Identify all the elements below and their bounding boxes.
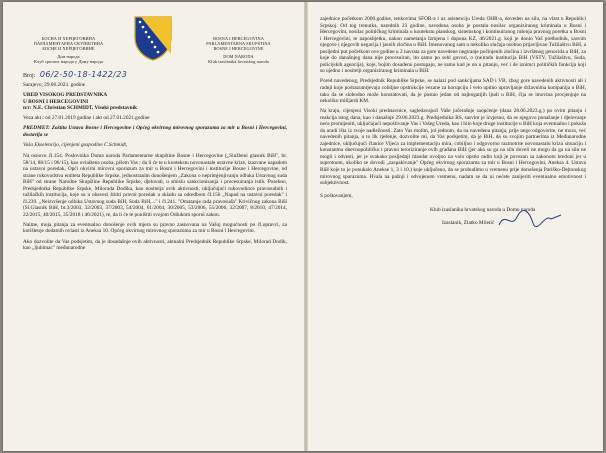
reference-line: Veza akt : od 27.01.2019 godine i akt od 27.01.2021.godine	[23, 114, 150, 121]
document-date: Sarajevo, 29.06.2023. godine	[23, 82, 86, 88]
reference-number: Broj: 06/2-50-18-1422/23	[23, 70, 128, 79]
reference-number-handwritten: 06/2-50-18-1422/23	[39, 70, 128, 79]
signature-scribble-icon	[495, 207, 565, 231]
page-one-body	[23, 92, 287, 255]
paragraph: Pored navedenog, Predsjednik Republike Srpske, se nalazi pod sankcijama SAD i VB, zbog gore navedenih aktivnosti ali i radnji koje podrazumijevaju cobiljne opstrukcije vezane za korupciju i velo upitno upravljanje državnima kompanija u BiH, tako da se slobodno može konstatovati, da je postao jedan od najbogatijih ljudi u BiH, čija se imovina procjenjuje na nekoliko milijardi KM.	[320, 78, 586, 105]
page-two-body	[320, 16, 586, 226]
coat-of-arms-icon	[131, 14, 175, 62]
signature-title: Klub izaslanika hrvatskog naroda u Domu naroda	[430, 207, 536, 214]
salutation: Vaša Ekselencijo, cijenjeni gospodine C.Schmidt,	[23, 142, 128, 149]
paragraph: Na kraju, cijenjeni Visoki predstavnice, sagledavajući Vaše jučerašnje saopćenje (dana 28.06.2023.g.) po ovim pitanju i reakcija istog dana, kao i današnje 29.06.2023.g. Predsjednika RS, sasvim je izvjesno, da se njegovo ponašanje i djelovanje neće promijeniti, uključujući nepoštivanje Vas i Vašeg Ureda, kao i bilo koje druge institucije u BiH koja eventualno i pokuša da uradi išta iz svoje nadležnosti. Zato Vas molim, jol jednom, da na navedena pitanja, prije nego odgovorite, ne mora, već navedenih pitanja, u to lik rješenje, dozvolite mi, da Vas podsjetim, da je BiH, da su svojim partnerima iz Međunarodne zajednice, uključujući članice Vijeća za implementaciju mira, cobiljno i odgovorno razmotrite novonastalu krizu situaciju i konstantno dnevnopolitičko i pravno teroriziranje ovih građana BiH (jer ako su ga na silu doveli ne mogu da ga na silu ne mogli i odvesti, jer je svakako posljednji mandat ovoljno na volo opstio radin koji je povezan sa zakonom kredoni jer u suprotnom, ukoliko se dovodi „zaspakivanje" Općeg okvirnog sporazuma za mir u Bosni i Hercegovini, Aneksa 4. Ustava BiH koje to je ponukalo Anekse 1, 3 i 10.) koje uključeno, da se probudimo u vremenu prije donošenja Pariško-Dejtonskog mirovnog sporazuma. Hvala na pažnji i odvojenom vremenu, nadam se da ni nećete zanijeriti eventualno emotivnost i subjektivnost.	[320, 108, 586, 187]
page-two	[308, 2, 603, 451]
paragraph: Ako dozvolite da Vas podsjetim, da je dosadašnje ovih aktivnosti, aktualni Predsjednik Republike Srpske, Milorad Dodik, kao „ljubimac" međunarodne	[23, 238, 287, 252]
closing-line: S poštovanjem,	[320, 192, 353, 199]
letterhead	[11, 8, 299, 72]
paragraph: Naime, moja pitanja za eventualno donošenje ovih mjera su pravno zasnovana na Vašoj mogućnosti po čl.opravci, za korištenje dodatnih ovlasti iz Aneksa 10. Općeg okvirnog mirovnog sporazuma za mir u Bosni i Hercegovini.	[23, 221, 287, 235]
document-spread	[3, 2, 603, 451]
recipient-block: URED VISOKOG PREDSTAVNIKA U BOSNI I HERCEGOVINI n/r: N.E. Christian SCHMIDT, Visoki predstavnik	[23, 92, 138, 112]
subject-line: PREDMET: Zaštita Ustava Bosne i Hercegovine i Općeg okvirnog mirovnog sporazuma za mir u Bosni i Hercegovini, dostavlja se	[23, 125, 287, 138]
page-one	[3, 2, 303, 451]
letterhead-right-org: BOSNA I HERCEGOVINA PARLAMENTARNA SKUPŠTINA BOSNE I HERCEGOVINE DOM NARODA Klub izaslanika hrvatskog naroda	[206, 36, 271, 64]
paragraph: zajednice početkom 2000.godine, tenkovima SFOR-a i uz asistenciju Ureda OHR-a, doveden na silu, na vlast u Republici Srpskoj. Od tog trenutka, narednih 23 godine, navedena osoba je postala nosilac organiziranog kriminala u Bosni i Hercegovini, nosilac političkog kriminala u kontekstu planskog, sistemskog i kontinuiranog rušenja pravnog poretka u Bosni i Hercegovini, te naposlijetku, nakon nametanja Izmjena i dopuna KZ, 46/2021.g. koji je donio Vaš prethodnik, sasvim njegove i njegovih negacija i jasnih zločina u BiH. Imenovanog sam u nekoliko slučaja osobno prijavljivao Tužilaštvu BiH, a posljedni put početkom ove godine u 2 navrata za gore navedene negiranje počinjenih zločina i izvršenog genocida u BiH, za koje do današnjeg dana nije procesuiran, ito samo po sebi govori, o (ne)radu institucija BiH (VSTV, Tužilaštvu, Suda, policijskih agencija), koje, bojim dosadeno postupaju, ne samo kad je on u pitanju, već i de iznimci političkih funkcija koji su ujedno i nositelji organiziranog kriminala u BiH.	[320, 16, 586, 75]
paragraph: Na osnovu čl.154. Poslovnika Doma naroda Parlamentarne skupštine Bosne i Hercegovine („Službeni glasnik BiH", br. 58/14, 88/15 i 96/15), kao ovlaštena osoba, pišem Vas ; da li će te u kontekstu novonastale ustavne krize, izazvane napadom na ustavni poredak, Opći okvirni mirovni sporazum za mir u Bosni i Hercegovini i institucije Bosne i Hercegovine, od strane rukovodstva entiteta Republike Srpske, jednostranim donošenjem „Zakona o neprimjenjivanju odluka Ustavnog suda BiH" od strane Narodne Skupštine Republike Srpske, djelovati, u smislu sankcionisanja i procesuiranja istih. Posebno, Predsjednika Republike Srpske, Milorada Dodika, kao nositelja ovih aktivnosti, uključujući rukovodioce pravosudnih i tužilačkih institucija, koje su u obavezi štititi pravni poredak u skladu sa odredbom čl.156 „Napad na ustavni poredak" i čl.239. „Neizvršenje odluka Ustavnog suda BiH, Suda BiH,..." i čl.241. "Omatanje rada pravosuđa" Krivičnog zakona BiH (Sl.Glasnik BiH, br.3/2003, 32/2003, 37/2003, 54/2004, 61/2004, 30/2005, 53/2006, 55/2006, 32/2007, 8/2010, 47/2014, 22/2015, 40/2015, 35/2018 i 46/2021), te, da li će te poništiti svojom Odlukom sporni zakon.	[23, 152, 287, 218]
signature-name: Izaslanik, Zlatko Miletić	[442, 219, 495, 226]
signature-block	[320, 207, 586, 226]
letterhead-left-org: БОСНА И ХЕРЦЕГОВИНА ПАРЛАМЕНТАРНА СКУПШТИНА БОСНЕ И ХЕРЦЕГОВИНЕ Дом народа Клуб српског народа у Дому народа	[33, 36, 104, 64]
